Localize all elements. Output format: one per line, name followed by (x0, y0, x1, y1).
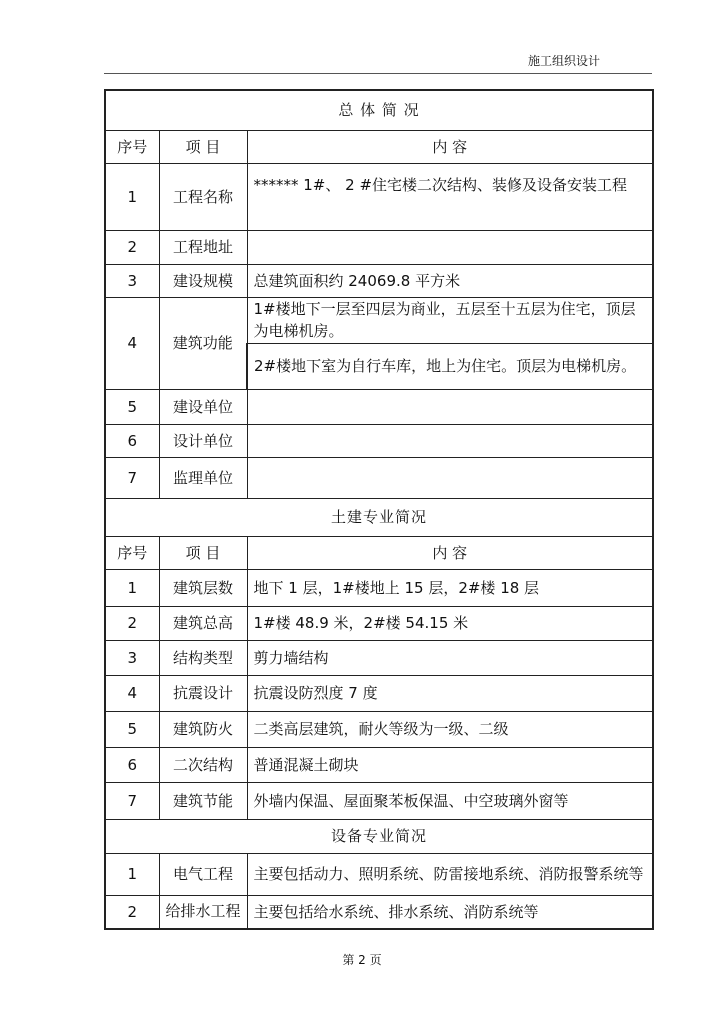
row-no: 6 (105, 747, 159, 782)
section-title-equipment: 设备专业简况 (105, 819, 653, 853)
col-header-item: 项 目 (159, 536, 247, 569)
table-row (105, 853, 653, 895)
row-content: 剪力墙结构 (247, 640, 653, 675)
row-no: 2 (105, 606, 159, 640)
table-row (105, 895, 653, 929)
col-header-content: 内 容 (247, 536, 653, 569)
page-header-title: 施工组织设计 (527, 54, 600, 68)
header-divider (104, 73, 652, 74)
table-row (105, 264, 653, 297)
row-item: 工程名称 (159, 163, 247, 230)
row-content: 主要包括给水系统、排水系统、消防系统等 (247, 895, 653, 929)
row-item: 结构类型 (159, 640, 247, 675)
col-header-content: 内 容 (247, 130, 653, 163)
row-no: 5 (105, 389, 159, 424)
row-content: 抗震设防烈度 7 度 (247, 675, 653, 711)
table-row (105, 424, 653, 457)
table-row (105, 297, 653, 343)
table-row (105, 675, 653, 711)
row-no: 5 (105, 711, 159, 747)
table-row (105, 230, 653, 264)
row-no: 7 (105, 457, 159, 498)
row-no: 4 (105, 297, 159, 389)
row-no: 6 (105, 424, 159, 457)
row-content (247, 389, 653, 424)
section-header-civil (105, 498, 653, 536)
table-row (105, 457, 653, 498)
row-item: 设计单位 (159, 424, 247, 457)
row-content: 主要包括动力、照明系统、防雷接地系统、消防报警系统等 (247, 853, 653, 895)
section-title-civil: 土建专业简况 (105, 498, 653, 536)
table-row (105, 711, 653, 747)
column-header-row (105, 130, 653, 163)
col-header-no: 序号 (105, 130, 159, 163)
row-item: 给排水工程 (159, 895, 247, 929)
row-item: 建筑节能 (159, 782, 247, 819)
row-item: 监理单位 (159, 457, 247, 498)
row-content: 外墙内保温、屋面聚苯板保温、中空玻璃外窗等 (247, 782, 653, 819)
row-content: 普通混凝土砌块 (247, 747, 653, 782)
row-content (247, 230, 653, 264)
col-header-no: 序号 (105, 536, 159, 569)
row-no: 7 (105, 782, 159, 819)
page-number: 第 2 页 (342, 953, 382, 967)
table-row (105, 389, 653, 424)
col-header-item: 项 目 (159, 130, 247, 163)
row-no: 2 (105, 230, 159, 264)
row-item: 抗震设计 (159, 675, 247, 711)
row-no: 3 (105, 640, 159, 675)
table-row (105, 163, 653, 230)
row-item: 建筑层数 (159, 569, 247, 606)
row-item: 建设单位 (159, 389, 247, 424)
row-content-secondary: 2#楼地下室为自行车库，地上为住宅。顶层为电梯机房。 (247, 343, 653, 389)
section-header-overview (105, 90, 653, 130)
row-item: 建筑功能 (159, 297, 247, 389)
row-content: 1#楼 48.9 米，2#楼 54.15 米 (247, 606, 653, 640)
project-overview-table (104, 89, 654, 930)
row-no: 4 (105, 675, 159, 711)
table-row (105, 747, 653, 782)
row-content: 地下 1 层，1#楼地上 15 层，2#楼 18 层 (247, 569, 653, 606)
row-content: 1#楼地下一层至四层为商业，五层至十五层为住宅，顶层为电梯机房。 (247, 297, 653, 343)
row-item: 建设规模 (159, 264, 247, 297)
row-content: 二类高层建筑，耐火等级为一级、二级 (247, 711, 653, 747)
table-row (105, 569, 653, 606)
row-item: 电气工程 (159, 853, 247, 895)
row-no: 2 (105, 895, 159, 929)
row-item: 工程地址 (159, 230, 247, 264)
row-content: 总建筑面积约 24069.8 平方米 (247, 264, 653, 297)
row-item: 建筑防火 (159, 711, 247, 747)
row-content (247, 424, 653, 457)
row-content (247, 457, 653, 498)
row-no: 1 (105, 569, 159, 606)
row-content: ****** 1#、 2 #住宅楼二次结构、装修及设备安装工程 (247, 163, 653, 230)
table-row (105, 640, 653, 675)
row-no: 1 (105, 853, 159, 895)
row-item: 建筑总高 (159, 606, 247, 640)
row-no: 3 (105, 264, 159, 297)
row-item: 二次结构 (159, 747, 247, 782)
row-no: 1 (105, 163, 159, 230)
table-row (105, 606, 653, 640)
table-row (105, 782, 653, 819)
column-header-row (105, 536, 653, 569)
section-title-overview: 总 体 简 况 (105, 90, 653, 130)
section-header-equipment (105, 819, 653, 853)
